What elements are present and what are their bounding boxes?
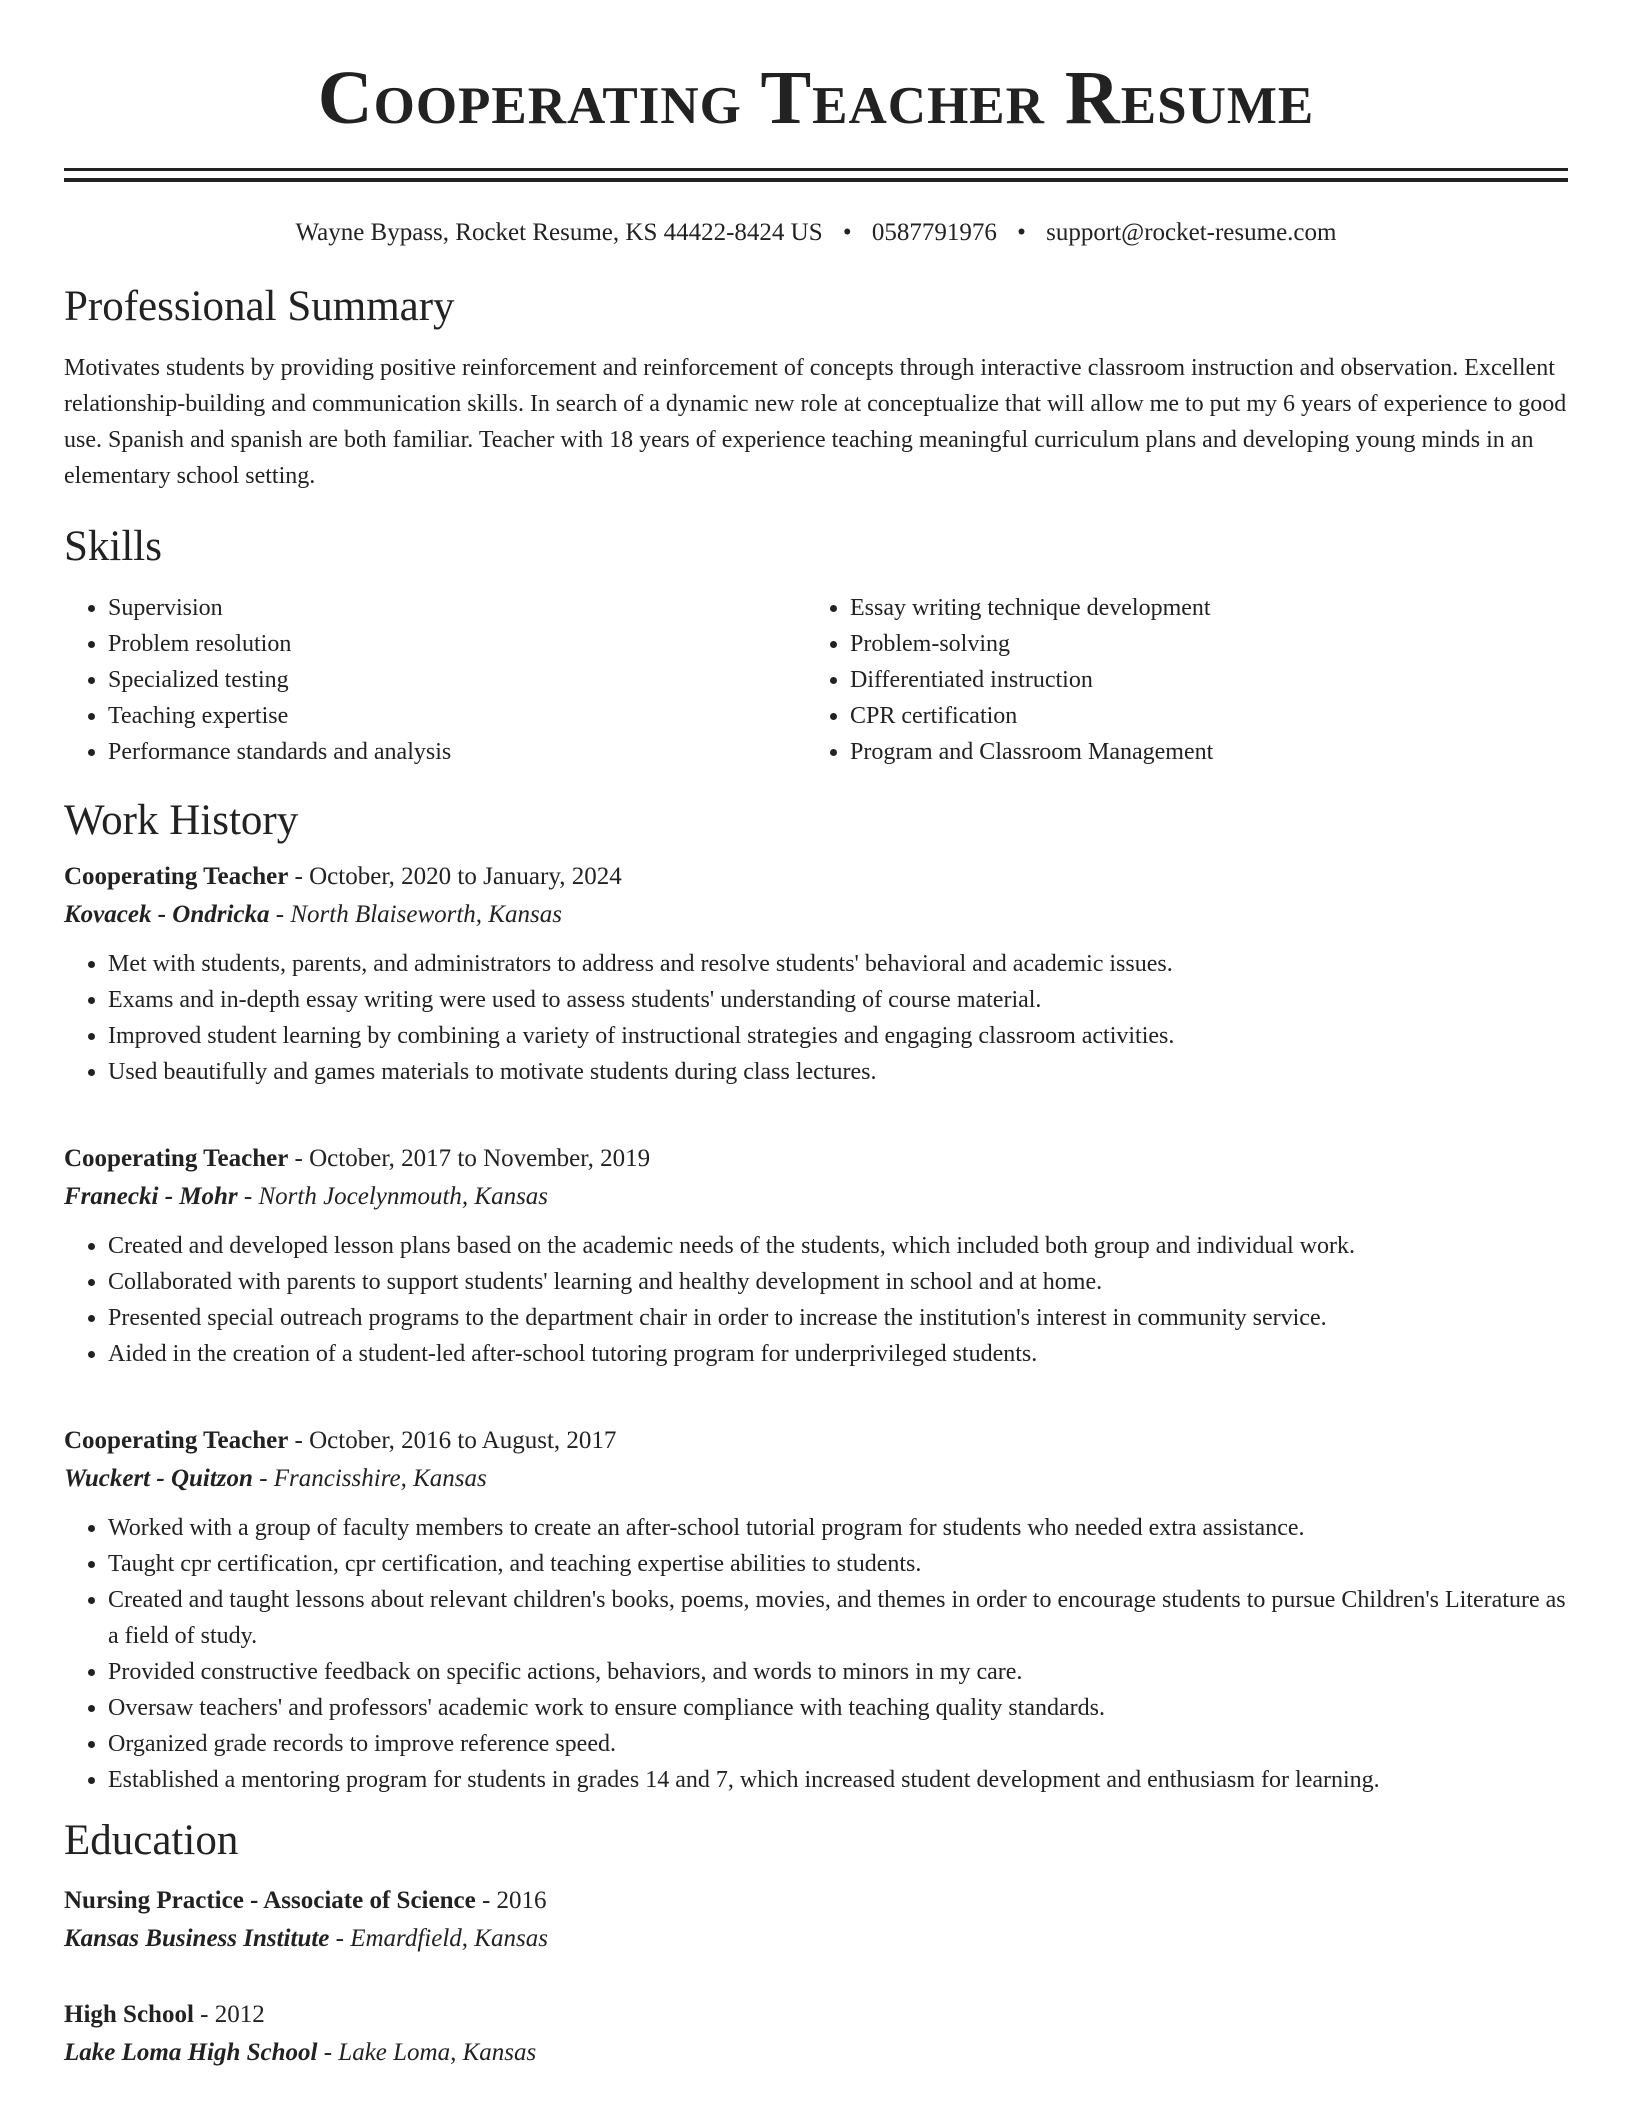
skill-item: • Performance standards and analysis <box>108 734 806 770</box>
job-bullet: • Established a mentoring program for students in grades 14 and 7, which increased student development and enthusiasm for learning. <box>108 1762 1568 1798</box>
contact-separator: • <box>842 219 852 246</box>
contact-address: Wayne Bypass, Rocket Resume, KS 44422-8424 US <box>295 219 823 246</box>
job-bullet: • Created and taught lessons about relevant children's books, poems, movies, and themes in order to encourage students to pursue Children's Literature as a field of study. <box>108 1582 1568 1654</box>
job-bullet: • Met with students, parents, and administrators to address and resolve students' behavioral and academic issues. <box>108 946 1568 982</box>
contact-separator: • <box>1017 219 1026 246</box>
school-name: Kansas Business Institute <box>64 1925 330 1952</box>
job-entry <box>64 860 1568 1090</box>
job-bullet: • Used beautifully and games materials to motivate students during class lectures. <box>108 1054 1568 1090</box>
contact-line <box>64 218 1568 248</box>
job-bullet: • Presented special outreach programs to the department chair in order to increase the institution's interest in community service. <box>108 1300 1568 1336</box>
work-history-heading: Work History <box>64 797 299 844</box>
education-school <box>64 1922 1568 1956</box>
company-name: Wuckert - Quitzon <box>64 1465 253 1492</box>
company-location: - Francisshire, Kansas <box>252 1465 487 1492</box>
title-divider-thick <box>64 168 1568 171</box>
skill-item: • Differentiated instruction <box>850 662 1548 698</box>
skills-section <box>64 522 1568 770</box>
education-heading: Education <box>64 1817 239 1864</box>
company-name: Franecki - Mohr <box>64 1183 238 1210</box>
school-location: - Lake Loma, Kansas <box>317 2039 537 2066</box>
company-location: - North Jocelynmouth, Kansas <box>237 1183 549 1210</box>
job-employer <box>64 1462 1568 1496</box>
skill-item: • Problem resolution <box>108 626 806 662</box>
graduation-year: - 2012 <box>193 2001 265 2028</box>
skill-item: • CPR certification <box>850 698 1548 734</box>
education-entry <box>64 1884 1568 1956</box>
job-bullet: • Worked with a group of faculty members to create an after-school tutorial program for students who needed extra assistance. <box>108 1510 1568 1546</box>
job-bullet: • Organized grade records to improve reference speed. <box>108 1726 1568 1762</box>
company-location: - North Blaiseworth, Kansas <box>269 901 562 928</box>
school-name: Lake Loma High School <box>64 2039 318 2066</box>
skill-item: • Specialized testing <box>108 662 806 698</box>
job-header <box>64 1424 1568 1458</box>
skills-column-left <box>64 590 806 770</box>
skill-item: • Supervision <box>108 590 806 626</box>
job-bullets <box>64 946 1568 1090</box>
contact-email: support@rocket-resume.com <box>1046 219 1337 246</box>
skills-list <box>64 590 1568 770</box>
resume-title: Cooperating Teacher Resume <box>317 56 1315 140</box>
company-name: Kovacek - Ondricka <box>64 901 270 928</box>
contact-phone: 0587791976 <box>871 219 997 246</box>
summary-text: Motivates students by providing positive reinforcement and reinforcement of concepts through interactive classroom instruction and observation. Excellent relationship-building and communication skills. In search of a dynamic new role at conceptualize that will allow me to put my 6 years of experience to good use. Spanish and spanish are both familiar. Teacher with 18 years of experience teaching meaningful curriculum plans and developing young minds in an elementary school setting. <box>64 355 1567 489</box>
job-bullets <box>64 1510 1568 1798</box>
education-entry <box>64 1998 1568 2070</box>
job-bullet: • Created and developed lesson plans based on the academic needs of the students, which included both group and individual work. <box>108 1228 1568 1264</box>
skills-heading: Skills <box>64 523 162 570</box>
job-header <box>64 1142 1568 1176</box>
job-employer <box>64 898 1568 932</box>
education-header <box>64 1884 1568 1918</box>
job-entry <box>64 1142 1568 1372</box>
job-dates: - October, 2020 to January, 2024 <box>288 863 622 890</box>
job-bullet: • Improved student learning by combining a variety of instructional strategies and engaging classroom activities. <box>108 1018 1568 1054</box>
skill-item: • Problem-solving <box>850 626 1548 662</box>
job-employer <box>64 1180 1568 1214</box>
skills-column-right <box>806 590 1548 770</box>
skill-item: • Teaching expertise <box>108 698 806 734</box>
degree-name: Nursing Practice - Associate of Science <box>64 1887 476 1914</box>
summary-section <box>64 282 1568 494</box>
graduation-year: - 2016 <box>475 1887 547 1914</box>
job-bullet: • Exams and in-depth essay writing were used to assess students' understanding of course material. <box>108 982 1568 1018</box>
skill-item: • Program and Classroom Management <box>850 734 1548 770</box>
job-title: Cooperating Teacher <box>64 863 289 890</box>
school-location: - Emardfield, Kansas <box>329 1925 548 1952</box>
job-bullet: • Aided in the creation of a student-led after-school tutoring program for underprivileged students. <box>108 1336 1568 1372</box>
job-bullet: • Provided constructive feedback on specific actions, behaviors, and words to minors in my care. <box>108 1654 1568 1690</box>
job-title: Cooperating Teacher <box>64 1427 289 1454</box>
skill-item: • Essay writing technique development <box>850 590 1548 626</box>
summary-heading: Professional Summary <box>64 283 455 330</box>
work-history-section <box>64 796 1568 1798</box>
job-bullet: • Oversaw teachers' and professors' academic work to ensure compliance with teaching quality standards. <box>108 1690 1568 1726</box>
education-section <box>64 1816 1568 2070</box>
job-bullet: • Taught cpr certification, cpr certification, and teaching expertise abilities to students. <box>108 1546 1568 1582</box>
education-school <box>64 2036 1568 2070</box>
job-bullets <box>64 1228 1568 1372</box>
job-dates: - October, 2016 to August, 2017 <box>288 1427 617 1454</box>
job-header <box>64 860 1568 894</box>
job-title: Cooperating Teacher <box>64 1145 289 1172</box>
job-entry <box>64 1424 1568 1798</box>
job-dates: - October, 2017 to November, 2019 <box>288 1145 651 1172</box>
title-divider-thin <box>64 178 1568 182</box>
degree-name: High School <box>64 2001 194 2028</box>
job-bullet: • Collaborated with parents to support students' learning and healthy development in school and at home. <box>108 1264 1568 1300</box>
education-header <box>64 1998 1568 2032</box>
